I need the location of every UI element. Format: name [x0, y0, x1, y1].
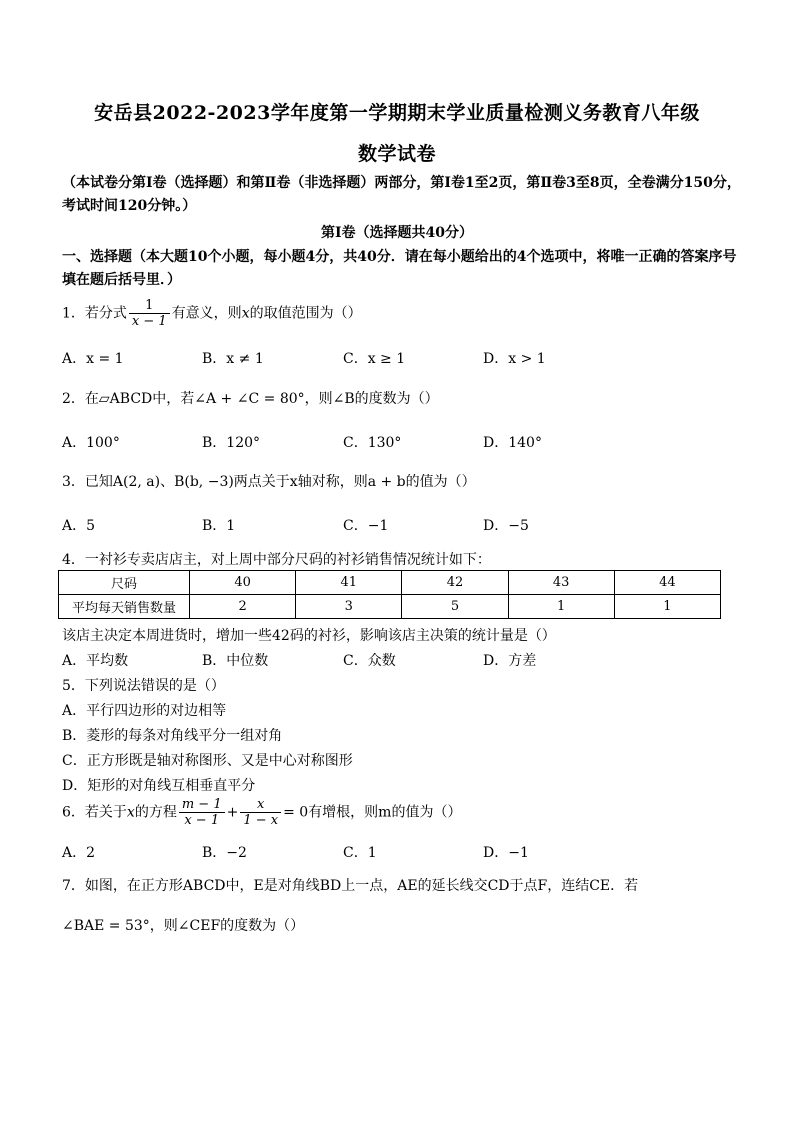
q6-fraction-2 — [240, 797, 281, 828]
q6-post: 有增根，则m的值为（） — [308, 804, 462, 821]
question-5: 5．下列说法错误的是（） — [62, 678, 225, 694]
q6-prefix: 6．若关于 — [62, 804, 127, 821]
q2-options — [62, 432, 702, 452]
q1-numerator: 1 — [129, 298, 170, 314]
question-3: 3．已知A(2, a)、B(b, −3)两点关于x轴对称，则a + b的值为（） — [62, 474, 476, 490]
q5-option-a: A．平行四边形的对边相等 — [62, 703, 227, 719]
table-cell: 2 — [190, 595, 296, 619]
question-6 — [62, 797, 461, 828]
q6-option-b: B．−2 — [202, 845, 247, 861]
q1-option-a: A．x = 1 — [62, 351, 124, 367]
q2-option-c: C．130° — [343, 435, 402, 451]
table-row — [59, 595, 721, 619]
question-7-line1: 7．如图，在正方形ABCD中，E是对角线BD上一点，AE的延长线交CD于点F，连结CE．若 — [62, 878, 639, 894]
question-1 — [62, 298, 362, 329]
q1-option-d: D．x > 1 — [483, 351, 546, 367]
q1-prefix: 1．若分式 — [62, 305, 127, 322]
table-cell: 43 — [508, 571, 614, 595]
q6-fraction-1 — [179, 797, 225, 828]
exam-note: （本试卷分第Ⅰ卷（选择题）和第Ⅱ卷（非选择题）两部分，第Ⅰ卷1至2页，第Ⅱ卷3至8页，全卷满分150分，考试时间120分钟。） — [62, 175, 741, 214]
q3-options — [62, 515, 702, 535]
table-cell: 平均每天销售数量 — [59, 595, 190, 619]
q2-option-d: D．140° — [483, 435, 542, 451]
q6-f1-numerator: m − 1 — [179, 797, 225, 813]
table-cell: 41 — [296, 571, 402, 595]
q6-option-d: D．−1 — [483, 845, 529, 861]
q1-fraction — [129, 298, 170, 329]
q6-option-a: A．2 — [62, 845, 96, 861]
table-cell: 1 — [508, 595, 614, 619]
q4-option-c: C．众数 — [343, 653, 396, 669]
table-cell: 1 — [614, 595, 720, 619]
q6-option-c: C．1 — [343, 845, 377, 861]
question-7-line2: ∠BAE = 53°，则∠CEF的度数为（） — [62, 918, 305, 934]
q3-option-d: D．−5 — [483, 518, 529, 534]
table-cell: 3 — [296, 595, 402, 619]
sales-table — [58, 570, 721, 619]
q1-option-b: B．x ≠ 1 — [202, 351, 264, 367]
table-cell: 尺码 — [59, 571, 190, 595]
q1-post: 有意义，则 — [171, 305, 242, 322]
q4-options — [62, 650, 702, 670]
q1-options — [62, 348, 702, 368]
q5-option-c: C．正方形既是轴对称图形、又是中心对称图形 — [62, 753, 353, 769]
exam-subtitle: 数学试卷 — [357, 143, 436, 165]
q4-followup: 该店主决定本周进货时，增加一些42码的衬衫，影响该店主决策的统计量是（） — [62, 628, 556, 644]
question-4: 4．一衬衫专卖店店主，对上周中部分尺码的衬衫销售情况统计如下： — [62, 552, 491, 568]
q6-mid: 的方程 — [134, 804, 177, 821]
q6-f2-denominator: 1 − x — [243, 813, 279, 828]
q1-option-c: C．x ≥ 1 — [343, 351, 406, 367]
exam-title: 安岳县2022-2023学年度第一学期期末学业质量检测义务教育八年级 — [94, 102, 700, 124]
table-cell: 5 — [402, 595, 508, 619]
q2-option-a: A．100° — [62, 435, 120, 451]
part1-heading: 第Ⅰ卷（选择题共40分） — [320, 225, 474, 241]
table-cell: 44 — [614, 571, 720, 595]
q6-options — [62, 842, 702, 862]
section1-heading: 一、选择题（本大题10个小题，每小题4分，共40分．请在每小题给出的4个选项中，将唯一正确的答案序号填在题后括号里．） — [62, 249, 737, 288]
q1-var: x — [241, 305, 250, 322]
table-row — [59, 571, 721, 595]
table-cell: 42 — [402, 571, 508, 595]
question-2: 2．在▱ABCD中，若∠A + ∠C = 80°，则∠B的度数为（） — [62, 391, 439, 407]
q6-eq: = 0 — [283, 804, 309, 821]
q4-option-a: A．平均数 — [62, 653, 129, 669]
q6-f2-numerator: x — [240, 797, 281, 813]
q5-option-d: D．矩形的对角线互相垂直平分 — [62, 778, 256, 794]
q6-var: x — [126, 804, 135, 821]
q3-option-b: B．1 — [202, 518, 236, 534]
q4-option-d: D．方差 — [483, 653, 537, 669]
q1-post2: 的取值范围为（） — [249, 305, 362, 322]
table-cell: 40 — [190, 571, 296, 595]
q3-option-a: A．5 — [62, 518, 96, 534]
q4-option-b: B．中位数 — [202, 653, 269, 669]
q6-f1-denominator: x − 1 — [184, 813, 220, 828]
q2-option-b: B．120° — [202, 435, 261, 451]
q5-option-b: B．菱形的每条对角线平分一组对角 — [62, 728, 283, 744]
q1-denominator: x − 1 — [131, 314, 167, 329]
q6-plus: + — [226, 804, 239, 821]
q3-option-c: C．−1 — [343, 518, 389, 534]
